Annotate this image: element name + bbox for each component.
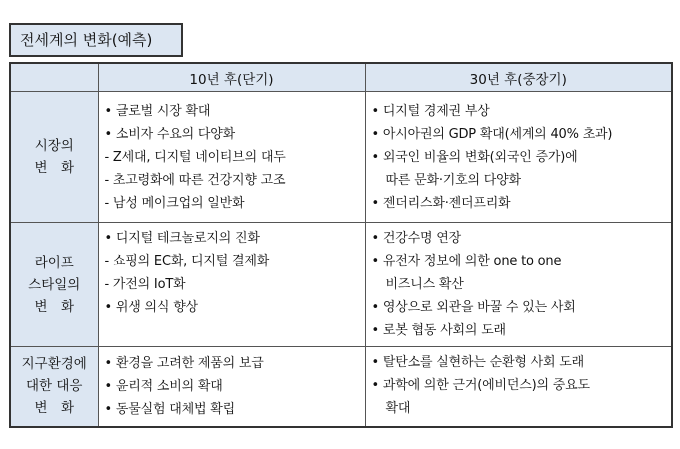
- column-header-long-term: 30년 후(중장기): [365, 63, 672, 92]
- table-row-environment: [10, 347, 672, 427]
- cell-long-term: [365, 92, 672, 223]
- list-item: • 젠더리스화·젠더프리화: [371, 195, 511, 211]
- list-item: • 영상으로 외관을 바꿀 수 있는 사회: [371, 300, 576, 315]
- cell-short-term: [98, 223, 365, 347]
- list-item: • 윤리적 소비의 확대: [104, 378, 223, 394]
- row-header-line: 스타일의: [28, 276, 81, 293]
- list-item: • 로봇 협동 사회의 도래: [371, 323, 506, 338]
- list-item: • 디지털 테크놀로지의 진화: [104, 231, 260, 246]
- list-item: • 건강수명 연장: [371, 231, 461, 246]
- list-item: - 쇼핑의 EC화, 디지털 결제화: [104, 254, 270, 269]
- cell-long-term: [365, 347, 672, 427]
- list-item: 확대: [385, 401, 411, 416]
- cell-short-term: [98, 92, 365, 223]
- list-item: • 소비자 수요의 다양화: [104, 126, 235, 142]
- cell-long-term: [365, 223, 672, 347]
- list-item: • 유전자 정보에 의한 one to one: [371, 254, 562, 269]
- list-item: • 글로벌 시장 확대: [104, 103, 211, 119]
- forecast-table: [9, 62, 673, 428]
- corner-cell: [10, 63, 98, 92]
- row-header-line: 변 화: [34, 298, 75, 315]
- list-item: • 환경을 고려한 제품의 보급: [104, 355, 264, 371]
- page-title: 전세계의 변화(예측): [9, 23, 183, 57]
- table-row-market: [10, 92, 672, 223]
- list-item: • 위생 의식 향상: [104, 300, 198, 315]
- cell-short-term: [98, 347, 365, 427]
- list-item: - 남성 메이크업의 일반화: [104, 195, 245, 211]
- list-item: • 동물실험 대체법 확립: [104, 401, 235, 417]
- list-item: - Z세대, 디지털 네이티브의 대두: [104, 149, 286, 165]
- row-header-line: 시장의: [34, 138, 74, 154]
- list-item: • 디지털 경제권 부상: [371, 103, 490, 119]
- row-header-environment: [10, 347, 98, 427]
- row-header-line: 라이프: [34, 254, 74, 271]
- row-header-line: 변 화: [34, 160, 75, 176]
- row-header-line: 변 화: [34, 400, 75, 417]
- list-item: • 과학에 의한 근거(에비던스)의 중요도: [371, 378, 590, 393]
- list-item: • 탈탄소를 실현하는 순환형 사회 도래: [371, 355, 584, 370]
- row-header-lifestyle: [10, 223, 98, 347]
- table-header-row: [10, 63, 672, 92]
- row-header-market: [10, 92, 98, 223]
- list-item: - 가전의 IoT화: [104, 277, 186, 292]
- row-header-line: 대한 대응: [26, 378, 83, 395]
- table-row-lifestyle: [10, 223, 672, 347]
- row-header-line: 지구환경에: [21, 356, 87, 373]
- list-item: 비즈니스 확산: [385, 277, 464, 292]
- list-item: 따른 문화·기호의 다양화: [385, 172, 521, 188]
- column-header-short-term: 10년 후(단기): [98, 63, 365, 92]
- list-item: - 초고령화에 따른 건강지향 고조: [104, 172, 286, 188]
- list-item: • 아시아권의 GDP 확대(세계의 40% 초과): [371, 126, 613, 142]
- list-item: • 외국인 비율의 변화(외국인 증가)에: [371, 149, 578, 165]
